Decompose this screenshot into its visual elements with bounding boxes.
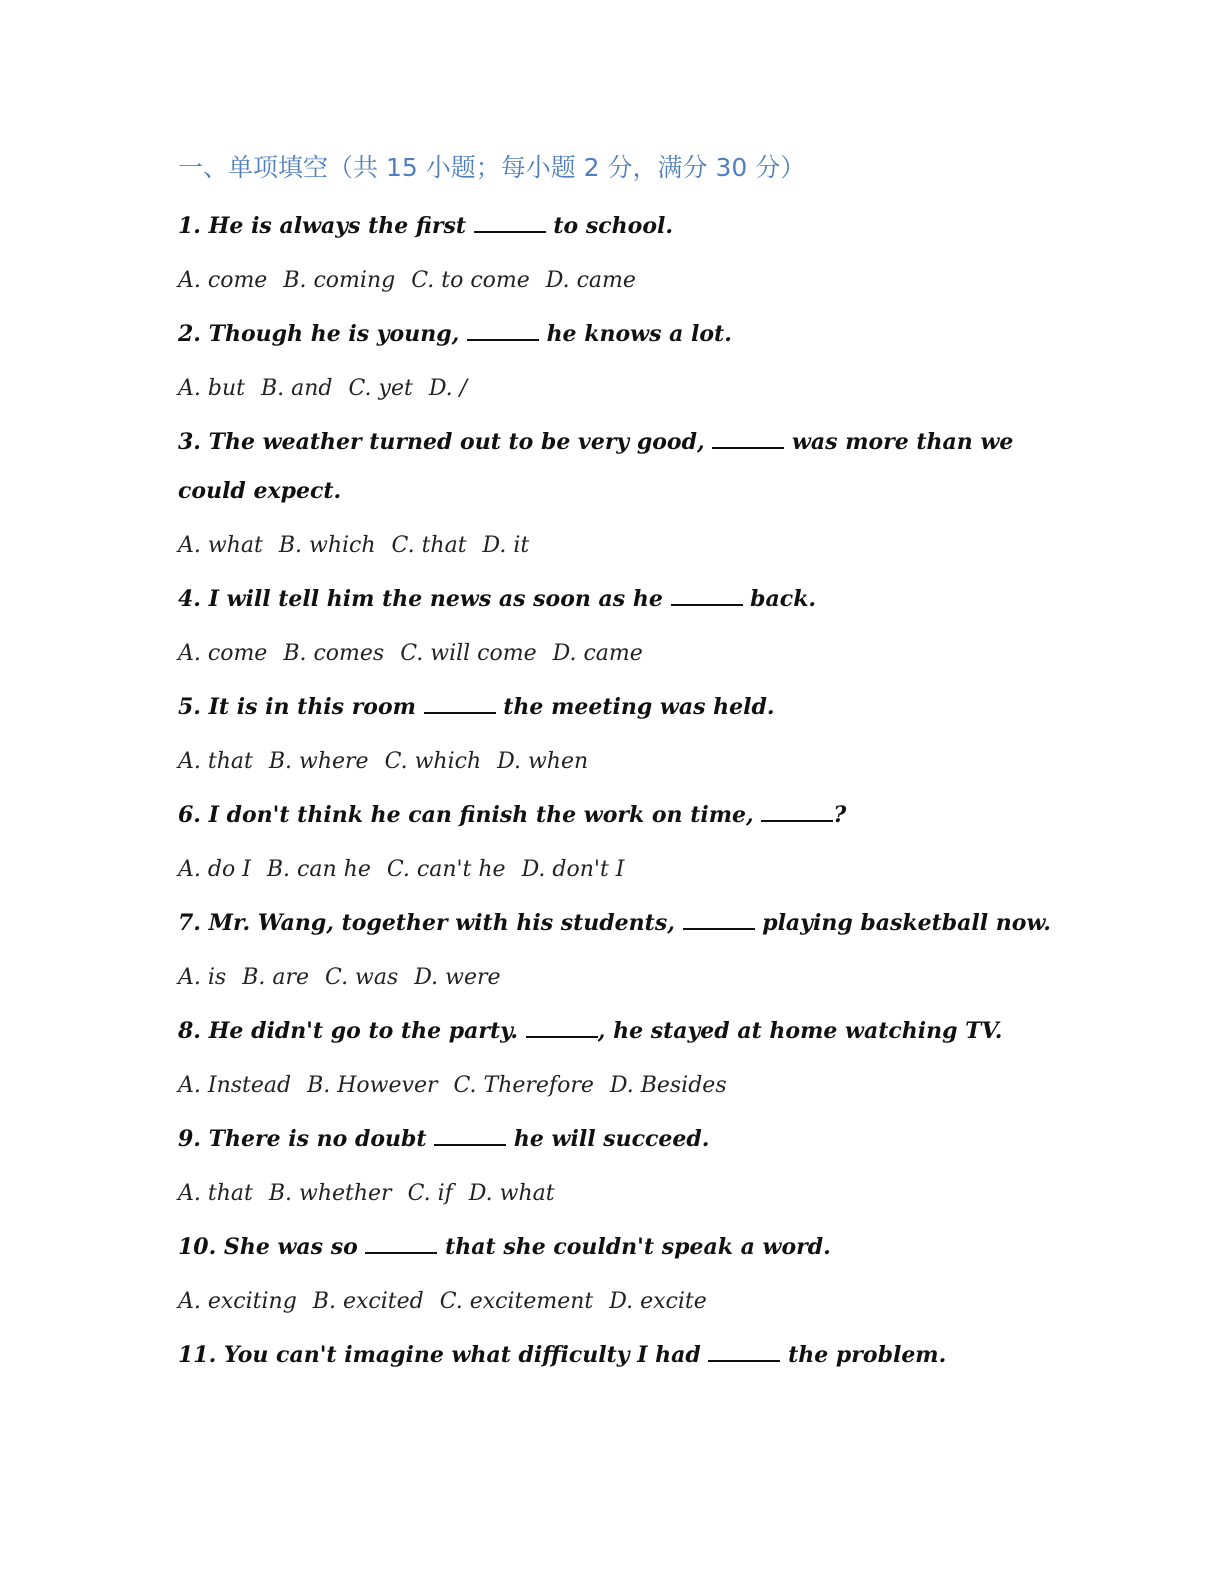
question-text: he will succeed.: [506, 1126, 710, 1152]
option-d: D. when: [497, 749, 589, 774]
question-text: 9. There is no doubt: [178, 1126, 435, 1152]
question-item: [178, 791, 1058, 894]
answer-options: [178, 364, 1058, 413]
question-text: 8. He didn't go to the party.: [178, 1018, 526, 1044]
question-text: 4. I will tell him the news as soon as he: [178, 586, 671, 612]
answer-options: [178, 256, 1058, 305]
answer-blank: [761, 802, 833, 822]
answer-options: [178, 1061, 1058, 1110]
option-b: B. However: [307, 1073, 438, 1098]
question-text: that she couldn't speak a word.: [437, 1234, 831, 1260]
option-b: B. and: [260, 376, 333, 401]
answer-blank: [434, 1126, 506, 1146]
option-a: A. do I: [178, 857, 251, 882]
question-item: [178, 683, 1058, 786]
option-b: B. where: [268, 749, 369, 774]
option-a: A. exciting: [178, 1289, 297, 1314]
answer-blank: [683, 910, 755, 930]
question-text: playing basketball now.: [754, 910, 1051, 936]
question-text: 7. Mr. Wang, together with his students,: [178, 910, 683, 936]
option-a: A. is: [178, 965, 227, 990]
option-d: D. excite: [609, 1289, 707, 1314]
option-b: B. coming: [283, 268, 396, 293]
option-a: A. Instead: [178, 1073, 292, 1098]
option-b: B. whether: [268, 1181, 392, 1206]
question-text: was more than we could expect.: [178, 429, 1014, 504]
option-d: D. were: [414, 965, 501, 990]
question-text: 11. You can't imagine what difficulty I had: [178, 1342, 709, 1368]
option-a: A. come: [178, 268, 268, 293]
question-item: [178, 418, 1058, 570]
option-c: C. that: [391, 533, 467, 558]
question-stem: [178, 1331, 1058, 1380]
answer-blank: [467, 321, 539, 341]
answer-options: [178, 845, 1058, 894]
question-stem: [178, 1223, 1058, 1272]
answer-blank: [424, 694, 496, 714]
question-item: [178, 899, 1058, 1002]
question-text: ?: [833, 802, 847, 828]
question-text: back.: [742, 586, 817, 612]
section-title: 一、单项填空（共 15 小题；每小题 2 分，满分 30 分）: [178, 153, 806, 182]
question-stem: [178, 791, 1058, 840]
option-b: B. which: [278, 533, 376, 558]
option-c: C. if: [407, 1181, 453, 1206]
question-stem: [178, 899, 1058, 948]
option-b: B. can he: [266, 857, 371, 882]
option-b: B. comes: [283, 641, 385, 666]
question-item: [178, 1331, 1058, 1380]
answer-options: [178, 1169, 1058, 1218]
question-text: he knows a lot.: [538, 321, 732, 347]
question-stem: [178, 202, 1058, 251]
option-c: C. can't he: [386, 857, 506, 882]
option-d: D. came: [552, 641, 643, 666]
question-stem: [178, 575, 1058, 624]
question-section: [178, 146, 1058, 1385]
option-d: D. it: [482, 533, 530, 558]
option-a: A. but: [178, 376, 245, 401]
answer-blank: [474, 213, 546, 233]
question-text: the meeting was held.: [495, 694, 775, 720]
question-text: 1. He is always the first: [178, 213, 474, 239]
option-a: A. that: [178, 1181, 253, 1206]
question-text: to school.: [545, 213, 674, 239]
option-c: C. Therefore: [453, 1073, 594, 1098]
question-item: [178, 1115, 1058, 1218]
answer-options: [178, 521, 1058, 570]
option-c: C. excitement: [439, 1289, 594, 1314]
answer-blank: [365, 1234, 437, 1254]
answer-options: [178, 629, 1058, 678]
option-b: B. are: [242, 965, 310, 990]
question-text: the problem.: [780, 1342, 947, 1368]
option-a: A. what: [178, 533, 263, 558]
option-c: C. will come: [400, 641, 537, 666]
answer-blank: [712, 429, 784, 449]
option-a: A. that: [178, 749, 253, 774]
question-stem: [178, 310, 1058, 359]
question-stem: [178, 1115, 1058, 1164]
question-text: , he stayed at home watching TV.: [597, 1018, 1003, 1044]
answer-options: [178, 953, 1058, 1002]
question-stem: [178, 418, 1058, 516]
option-c: C. yet: [348, 376, 413, 401]
question-item: [178, 1007, 1058, 1110]
option-b: B. excited: [312, 1289, 424, 1314]
option-d: D. Besides: [609, 1073, 727, 1098]
question-item: [178, 575, 1058, 678]
option-d: D. /: [428, 376, 468, 401]
question-stem: [178, 1007, 1058, 1056]
option-d: D. what: [468, 1181, 555, 1206]
answer-blank: [708, 1342, 780, 1362]
option-d: D. came: [545, 268, 636, 293]
question-item: [178, 1223, 1058, 1326]
answer-options: [178, 1277, 1058, 1326]
question-item: [178, 310, 1058, 413]
option-c: C. was: [325, 965, 399, 990]
option-d: D. don't I: [521, 857, 625, 882]
question-text: 10. She was so: [178, 1234, 366, 1260]
option-a: A. come: [178, 641, 268, 666]
question-text: 6. I don't think he can finish the work on time,: [178, 802, 762, 828]
question-text: 2. Though he is young,: [178, 321, 467, 347]
answer-blank: [671, 586, 743, 606]
option-c: C. to come: [411, 268, 530, 293]
answer-blank: [526, 1018, 598, 1038]
question-item: [178, 202, 1058, 305]
question-text: 3. The weather turned out to be very good,: [178, 429, 713, 455]
question-stem: [178, 683, 1058, 732]
question-text: 5. It is in this room: [178, 694, 424, 720]
option-c: C. which: [384, 749, 482, 774]
answer-options: [178, 737, 1058, 786]
